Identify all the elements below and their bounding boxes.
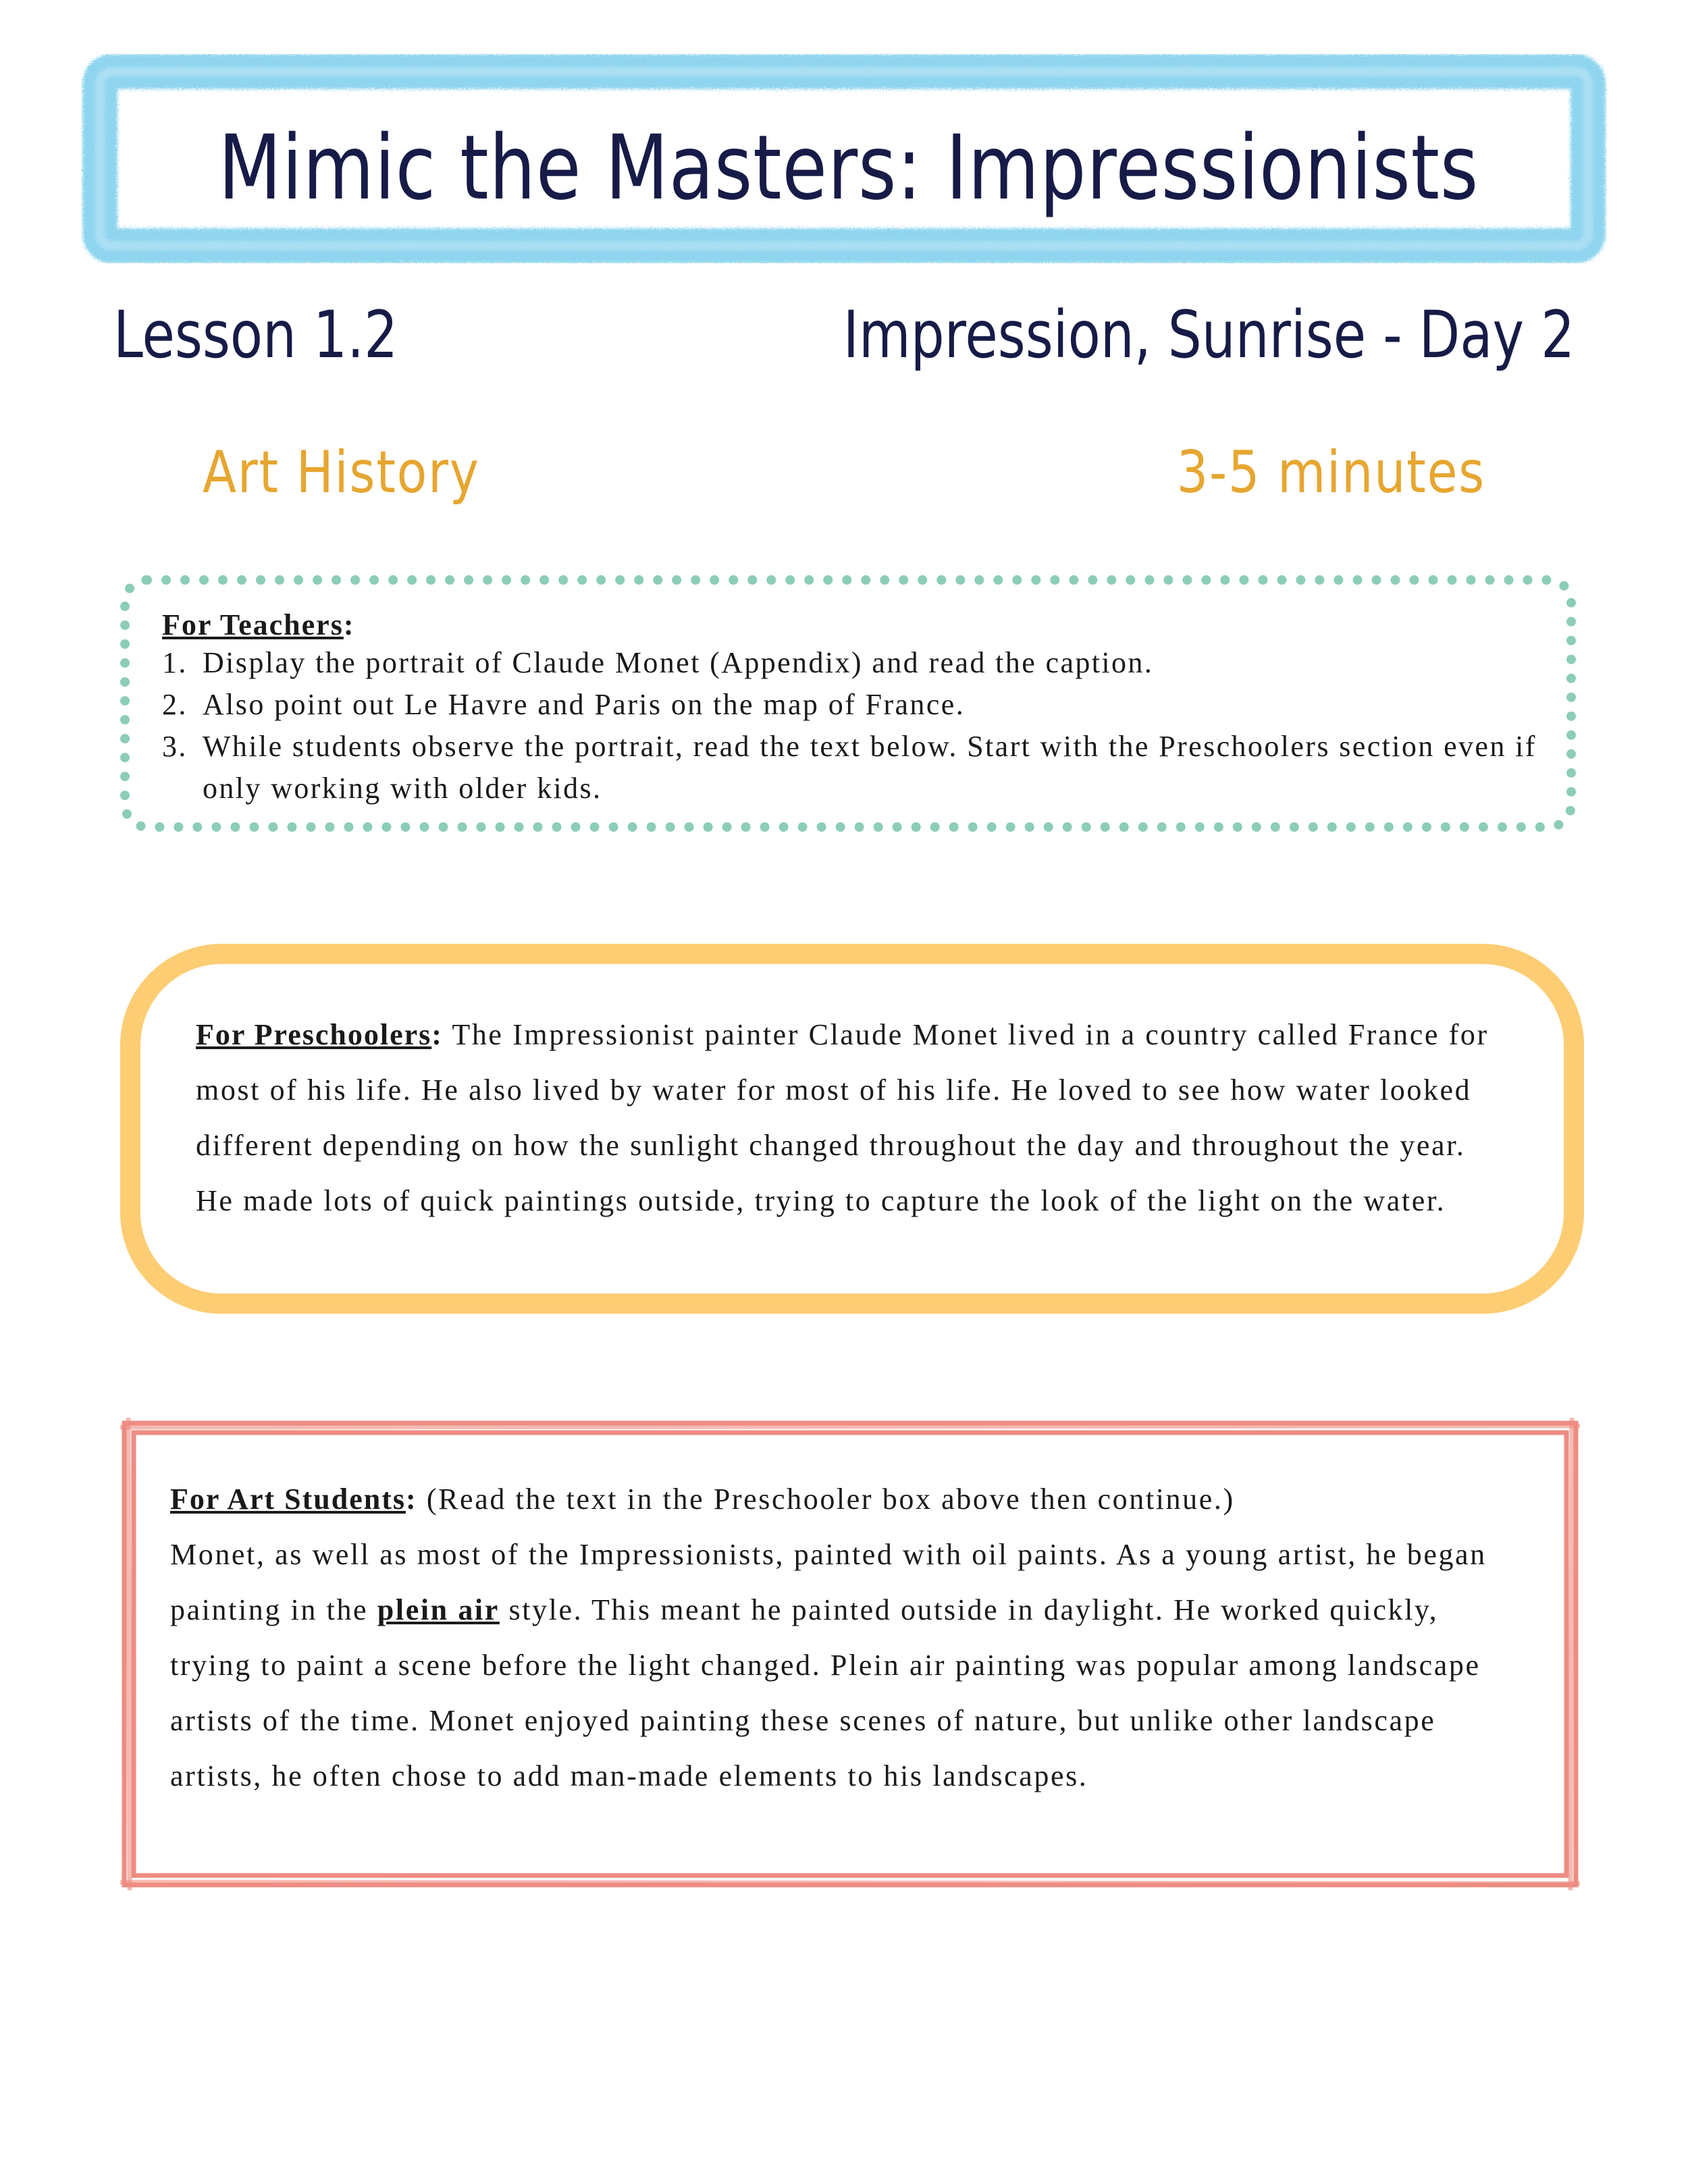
list-item-text: Display the portrait of Claude Monet (Appendix) and read the caption. [203,646,1154,679]
lesson-name: Impression, Sunrise - Day 2 [843,297,1575,373]
preschoolers-paragraph [196,1007,1503,1229]
heading-colon: : [343,608,354,641]
teachers-instructions-list [162,642,1539,809]
page-title: Mimic the Masters: Impressionists [218,116,1479,220]
title-banner [81,54,1607,263]
section-header [203,439,1485,513]
heading-colon: : [405,1483,418,1516]
art-students-paragraph [170,1527,1526,1804]
heading-colon: : [431,1018,444,1051]
art-students-intro-line [170,1472,1526,1527]
list-item-number: 3. [162,730,188,763]
section-label: Art History [203,439,480,506]
teachers-box [120,575,1576,832]
art-students-text-before: Monet, as well as most of the Impressionists, painted with oil paints. As a young artist, he began painting in the [170,1538,1487,1626]
plein-air-term: plein air [377,1593,500,1626]
section-duration: 3-5 minutes [1176,439,1485,506]
art-students-intro: (Read the text in the Preschooler box above then continue.) [426,1483,1235,1516]
list-item [162,684,1539,726]
teachers-heading: For Teachers [162,608,344,641]
teachers-heading-line [162,608,1539,642]
preschoolers-text: The Impressionist painter Claude Monet lived in a country called France for most of his life. He also lived by water for most of his life. He loved to see how water looked different depending on how the sunlight changed throughout the day and throughout the year. He made lots of quick paintings outside, trying to capture the look of the light on the water. [196,1018,1489,1217]
art-students-box [120,1418,1580,1890]
list-item-number: 2. [162,688,188,721]
list-item [162,726,1539,809]
list-item-text: Also point out Le Havre and Paris on the map of France. [203,688,966,721]
preschoolers-heading: For Preschoolers [196,1018,432,1051]
list-item-text: While students observe the portrait, read the text below. Start with the Preschoolers section even if only working with older kids. [203,730,1537,805]
lesson-number: Lesson 1.2 [113,297,398,373]
list-item-number: 1. [162,646,188,679]
preschoolers-box [120,944,1584,1314]
art-students-text-after: style. This meant he painted outside in daylight. He worked quickly, trying to paint a scene before the light changed. Plein air painting was popular among landscape artists of the time. Monet enjoyed painting these scenes of nature, but unlike other landscape artists, he often chose to add man-made elements to his landscapes. [170,1593,1481,1792]
art-students-heading: For Art Students [170,1483,406,1516]
lesson-header [113,297,1575,378]
art-students-content [170,1472,1526,1804]
list-item [162,642,1539,684]
